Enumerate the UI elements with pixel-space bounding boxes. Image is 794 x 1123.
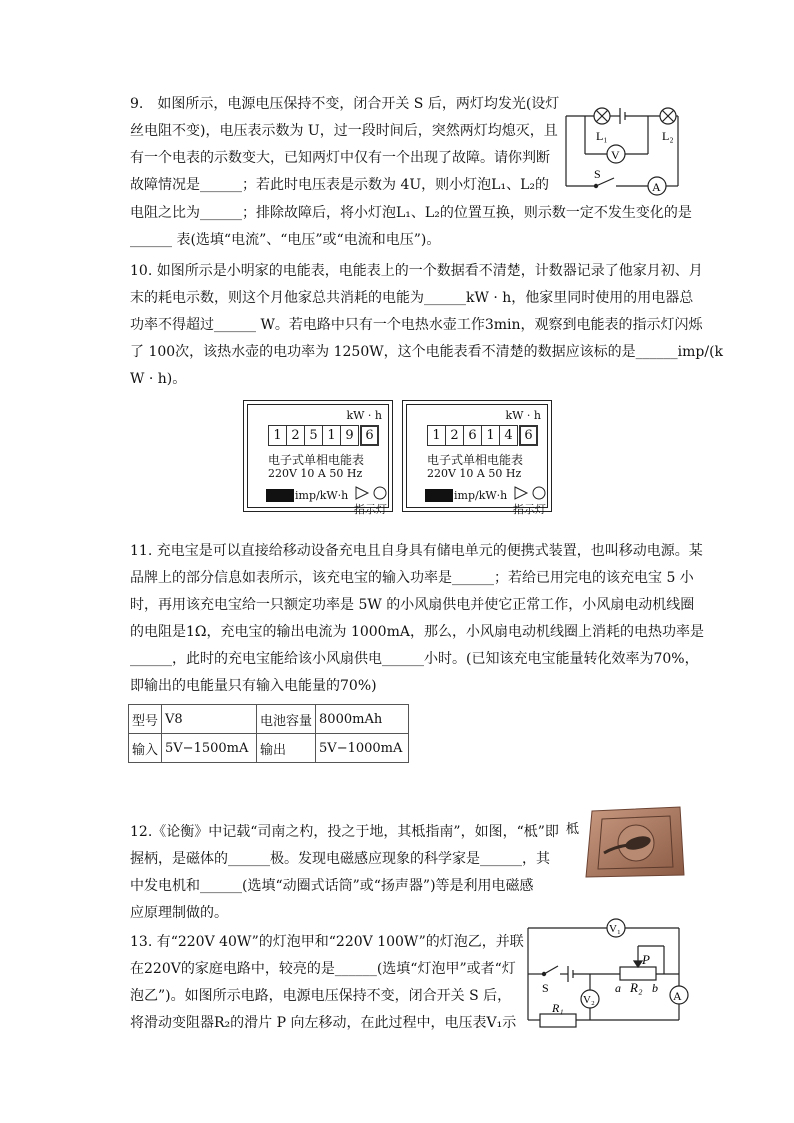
obscured-data-block — [266, 489, 294, 502]
q11-line-6: 即输出的电能量只有输入电能量的70%) — [130, 678, 377, 694]
q9-switch-label: S — [594, 167, 601, 181]
table-cell: 输入 — [129, 734, 162, 763]
table-cell: 型号 — [129, 705, 162, 734]
meter-digits — [268, 425, 378, 446]
energy-meter-end — [402, 400, 552, 516]
table-cell: 5V−1000mA — [316, 734, 409, 763]
q9-line-3: 有一个电表的示数变大，已知两灯中仅有一个出现了故障。请你判断 — [130, 150, 550, 166]
meter-rating: 220V 10 A 50 Hz — [268, 467, 363, 480]
q9-line-2: 丝电阻不变)，电压表示数为 U，过一段时间后，突然两灯均熄灭，且 — [130, 123, 558, 139]
q9-line-1: 9. 如图所示，电源电压保持不变，闭合开关 S 后，两灯均发光(设灯 — [130, 96, 560, 112]
q13-v1-label: V₁ — [609, 923, 621, 935]
table-cell: 8000mAh — [316, 705, 409, 734]
q10-line-5: W · h)。 — [130, 371, 187, 387]
meter-digit-decimal: 6 — [360, 425, 379, 446]
meter-digit: 9 — [340, 425, 359, 446]
sinan-compass-image — [584, 805, 686, 879]
q9-ammeter-label: A — [652, 180, 661, 194]
q13-line-4: 将滑动变阻器R₂的滑片 P 向左移动，在此过程中，电压表V₁示 — [130, 1015, 517, 1031]
meter-unit: kW · h — [346, 409, 382, 422]
meter-imp-unit: imp/kW·h — [295, 489, 349, 502]
table-cell: 5V−1500mA — [162, 734, 257, 763]
energy-meter-start — [243, 400, 393, 516]
q10-line-1: 10. 如图所示是小明家的电能表，电能表上的一个数据看不清楚，计数器记录了他家月初、月 — [130, 263, 703, 279]
q13-line-2: 在220V的家庭电路中，较亮的是______(选填“灯泡甲”或者“灯 — [130, 961, 516, 977]
meter-digit: 5 — [304, 425, 323, 446]
q13-circuit-diagram — [524, 912, 694, 1030]
q10-line-4: 了 100次，该热水壶的电功率为 1250W，这个电能表看不清楚的数据应该标的是______imp/(k — [130, 344, 724, 360]
meter-digit-decimal: 6 — [519, 425, 538, 446]
meter-digit: 4 — [499, 425, 518, 446]
table-row — [129, 705, 409, 734]
indicator-led-icon — [514, 485, 550, 501]
q13-v2-label: V₂ — [583, 994, 595, 1006]
q9-circuit-diagram — [560, 102, 680, 200]
q12-line-1: 12.《论衡》中记载“司南之杓，投之于地，其柢指南”，如图，“柢”即 — [130, 824, 559, 840]
obscured-data-block — [425, 489, 453, 502]
q11-line-3: 时，再用该充电宝给一只额定功率是 5W 的小风扇供电并使它正常工作，小风扇电动机线圈 — [130, 597, 695, 613]
q13-r2-label: R₂ — [630, 980, 643, 995]
table-cell: 电池容量 — [257, 705, 316, 734]
q10-line-3: 功率不得超过______ W。若电路中只有一个电热水壶工作3min，观察到电能表的指示灯闪烁 — [130, 317, 703, 333]
meter-digit: 2 — [445, 425, 464, 446]
q12-line-2: 握柄，是磁体的______极。发现电磁感应现象的科学家是______，其 — [130, 851, 550, 867]
q11-line-1: 11. 充电宝是可以直接给移动设备充电且自身具有储电单元的便携式装置，也叫移动电源。某 — [130, 543, 703, 559]
q13-b-label: b — [652, 981, 658, 995]
q9-line-4: 故障情况是______；若此时电压表是示数为 4U，则小灯泡L₁、L₂的 — [130, 177, 549, 193]
indicator-led-icon — [355, 485, 391, 501]
meter-unit: kW · h — [505, 409, 541, 422]
table-cell: 输出 — [257, 734, 316, 763]
meter-indicator-label: 指示灯 — [513, 503, 546, 516]
meter-digit: 2 — [286, 425, 305, 446]
q13-line-3: 泡乙”)。如图所示电路，电源电压保持不变，闭合开关 S 后， — [130, 988, 512, 1004]
q13-line-1: 13. 有“220V 40W”的灯泡甲和“220V 100W”的灯泡乙，并联 — [130, 934, 524, 950]
meter-indicator-label: 指示灯 — [354, 503, 387, 516]
power-bank-spec-table — [128, 704, 409, 763]
q11-line-4: 的电阻是1Ω，充电宝的输出电流为 1000mA，那么，小风扇电动机线圈上消耗的电热功率是 — [130, 624, 704, 640]
q13-switch-label: S — [542, 981, 549, 995]
q11-line-2: 品牌上的部分信息如表所示，该充电宝的输入功率是______；若给已用完电的该充电宝 5 小 — [130, 570, 694, 586]
table-row — [129, 734, 409, 763]
meter-digit: 6 — [463, 425, 482, 446]
meter-digit: 1 — [427, 425, 446, 446]
compass-handle-label: 柢 — [566, 822, 580, 837]
q11-line-5: ______，此时的充电宝能给该小风扇供电______小时。(已知该充电宝能量转化效率为70%， — [130, 651, 699, 667]
meter-digit: 1 — [268, 425, 287, 446]
q13-ammeter-label: A — [673, 989, 682, 1003]
q12-line-4: 应原理制做的。 — [130, 905, 228, 921]
q9-line-6: ______ 表(选填“电流”、“电压”或“电流和电压”)。 — [130, 232, 441, 248]
meter-name: 电子式单相电能表 — [427, 453, 524, 467]
meter-digit: 1 — [481, 425, 500, 446]
q10-line-2: 末的耗电示数，则这个月他家总共消耗的电能为______kW · h，他家里同时使用的用电器总 — [130, 290, 694, 306]
q9-voltmeter-label: V — [611, 148, 620, 162]
meter-name: 电子式单相电能表 — [268, 453, 365, 467]
q13-a-label: a — [615, 981, 621, 995]
table-cell: V8 — [162, 705, 257, 734]
meter-digits — [427, 425, 537, 446]
q9-line-5: 电阻之比为______；排除故障后，将小灯泡L₁、L₂的位置互换，则示数一定不发生变化的是 — [130, 205, 692, 221]
q13-r1-label: R₁ — [552, 1001, 564, 1015]
q9-l1-label: L₁ — [596, 129, 608, 143]
q9-l2-label: L₂ — [662, 129, 674, 143]
meter-digit: 1 — [322, 425, 341, 446]
meter-imp-unit: imp/kW·h — [454, 489, 508, 502]
q13-slider-p-label: P — [642, 952, 650, 967]
q12-line-3: 中发电机和______(选填“动圈式话筒”或“扬声器”)等是利用电磁感 — [130, 878, 534, 894]
meter-rating: 220V 10 A 50 Hz — [427, 467, 522, 480]
